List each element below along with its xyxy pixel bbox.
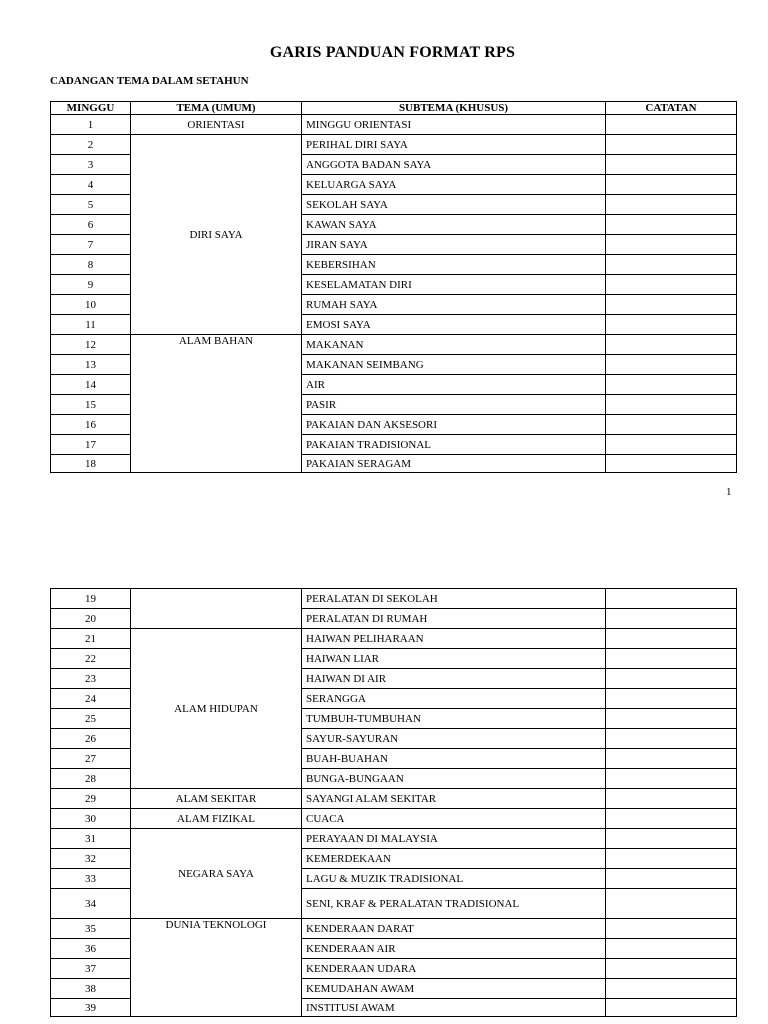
week-number-cell: 12 [51,335,131,355]
week-number-cell: 3 [51,155,131,175]
catatan-cell [606,849,737,869]
week-number-cell: 38 [51,979,131,999]
table-row [51,809,737,829]
document-subtitle: CADANGAN TEMA DALAM SETAHUN [50,75,249,87]
subtheme-cell: KENDERAAN AIR [302,939,606,959]
subtheme-cell: MINGGU ORIENTASI [302,115,606,135]
week-number-cell: 6 [51,215,131,235]
theme-cell [131,789,302,809]
week-number-cell: 33 [51,869,131,889]
catatan-cell [606,395,737,415]
week-number-cell: 20 [51,609,131,629]
subtheme-cell: PAKAIAN DAN AKSESORI [302,415,606,435]
catatan-cell [606,295,737,315]
catatan-cell [606,869,737,889]
subtheme-cell: JIRAN SAYA [302,235,606,255]
catatan-cell [606,609,737,629]
subtheme-cell: AIR [302,375,606,395]
table-row [51,135,737,155]
theme-label: ALAM BAHAN [178,335,254,347]
week-number-cell: 26 [51,729,131,749]
table-row [51,789,737,809]
catatan-cell [606,769,737,789]
subtheme-cell: BUAH-BUAHAN [302,749,606,769]
catatan-cell [606,355,737,375]
theme-cell [131,919,302,1017]
subtheme-cell: PAKAIAN SERAGAM [302,455,606,473]
subtheme-cell: SERANGGA [302,689,606,709]
subtheme-cell: PERALATAN DI RUMAH [302,609,606,629]
catatan-cell [606,415,737,435]
subtheme-cell: HAIWAN DI AIR [302,669,606,689]
catatan-cell [606,809,737,829]
week-number-cell: 19 [51,589,131,609]
week-number-cell: 18 [51,455,131,473]
theme-label: ALAM FIZIKAL [177,812,255,825]
catatan-cell [606,709,737,729]
week-number-cell: 4 [51,175,131,195]
document-title: GARIS PANDUAN FORMAT RPS [269,44,516,61]
subtheme-cell: SEKOLAH SAYA [302,195,606,215]
week-number-cell: 16 [51,415,131,435]
catatan-cell [606,829,737,849]
week-number-cell: 22 [51,649,131,669]
subtheme-cell: KESELAMATAN DIRI [302,275,606,295]
catatan-cell [606,135,737,155]
week-number-cell: 17 [51,435,131,455]
theme-cell [131,629,302,789]
table-row [51,589,737,609]
catatan-cell [606,455,737,473]
week-number-cell: 39 [51,999,131,1017]
week-number-cell: 28 [51,769,131,789]
subtheme-cell: MAKANAN [302,335,606,355]
page-number: 1 [726,486,732,498]
theme-table-page-1 [50,101,737,473]
week-number-cell: 24 [51,689,131,709]
catatan-cell [606,175,737,195]
subtheme-cell: KEMERDEKAAN [302,849,606,869]
week-number-cell: 36 [51,939,131,959]
week-number-cell: 1 [51,115,131,135]
table-row [51,629,737,649]
week-number-cell: 30 [51,809,131,829]
subtheme-cell: RUMAH SAYA [302,295,606,315]
week-number-cell: 8 [51,255,131,275]
week-number-cell: 13 [51,355,131,375]
subtheme-cell: MAKANAN SEIMBANG [302,355,606,375]
week-number-cell: 2 [51,135,131,155]
catatan-cell [606,115,737,135]
week-number-cell: 23 [51,669,131,689]
catatan-cell [606,195,737,215]
catatan-cell [606,155,737,175]
catatan-cell [606,215,737,235]
subtheme-cell: PERIHAL DIRI SAYA [302,135,606,155]
header-catatan: CATATAN [606,102,737,115]
catatan-cell [606,729,737,749]
subtheme-cell: SAYANGI ALAM SEKITAR [302,789,606,809]
table-row [51,829,737,849]
week-number-cell: 9 [51,275,131,295]
week-number-cell: 11 [51,315,131,335]
subtheme-cell: INSTITUSI AWAM [302,999,606,1017]
table-row [51,335,737,355]
theme-table-page-2 [50,588,737,1017]
subtheme-cell: PASIR [302,395,606,415]
catatan-cell [606,275,737,295]
theme-cell [131,335,302,473]
theme-cell [131,589,302,629]
subtheme-cell: PERALATAN DI SEKOLAH [302,589,606,609]
subtheme-cell: KENDERAAN DARAT [302,919,606,939]
week-number-cell: 35 [51,919,131,939]
subtheme-cell: KELUARGA SAYA [302,175,606,195]
subtheme-cell: SAYUR-SAYURAN [302,729,606,749]
theme-label: DIRI SAYA [189,228,243,241]
subtheme-cell: BUNGA-BUNGAAN [302,769,606,789]
subtheme-cell: KENDERAAN UDARA [302,959,606,979]
catatan-cell [606,959,737,979]
catatan-cell [606,789,737,809]
subtheme-cell: KEBERSIHAN [302,255,606,275]
catatan-cell [606,939,737,959]
subtheme-cell: EMOSI SAYA [302,315,606,335]
theme-cell [131,829,302,919]
week-number-cell: 25 [51,709,131,729]
subtheme-cell: HAIWAN LIAR [302,649,606,669]
catatan-cell [606,979,737,999]
catatan-cell [606,435,737,455]
theme-label: DUNIA TEKNOLOGI [165,919,267,931]
theme-cell [131,115,302,135]
week-number-cell: 21 [51,629,131,649]
week-number-cell: 7 [51,235,131,255]
week-number-cell: 32 [51,849,131,869]
week-number-cell: 27 [51,749,131,769]
subtheme-cell: PAKAIAN TRADISIONAL [302,435,606,455]
catatan-cell [606,629,737,649]
theme-label: ALAM SEKITAR [175,792,257,805]
catatan-cell [606,375,737,395]
subtheme-cell: KEMUDAHAN AWAM [302,979,606,999]
week-number-cell: 37 [51,959,131,979]
subtheme-cell: ANGGOTA BADAN SAYA [302,155,606,175]
catatan-cell [606,315,737,335]
week-number-cell: 29 [51,789,131,809]
week-number-cell: 14 [51,375,131,395]
catatan-cell [606,235,737,255]
theme-label: NEGARA SAYA [178,867,254,880]
subtheme-cell: SENI, KRAF & PERALATAN TRADISIONAL [302,889,606,919]
header-subtema: SUBTEMA (KHUSUS) [302,102,606,115]
header-tema: TEMA (UMUM) [131,102,302,115]
catatan-cell [606,649,737,669]
week-number-cell: 15 [51,395,131,415]
subtheme-cell: KAWAN SAYA [302,215,606,235]
catatan-cell [606,335,737,355]
table-row [51,115,737,135]
subtheme-cell: HAIWAN PELIHARAAN [302,629,606,649]
catatan-cell [606,999,737,1017]
subtheme-cell: CUACA [302,809,606,829]
week-number-cell: 34 [51,889,131,919]
catatan-cell [606,749,737,769]
table-row [51,919,737,939]
theme-cell [131,809,302,829]
catatan-cell [606,589,737,609]
theme-label: ORIENTASI [187,118,245,131]
header-minggu: MINGGU [51,102,131,115]
catatan-cell [606,889,737,919]
catatan-cell [606,669,737,689]
subtheme-cell: PERAYAAN DI MALAYSIA [302,829,606,849]
catatan-cell [606,255,737,275]
table-header-row [51,102,737,115]
theme-cell [131,135,302,335]
week-number-cell: 10 [51,295,131,315]
week-number-cell: 5 [51,195,131,215]
subtheme-cell: TUMBUH-TUMBUHAN [302,709,606,729]
catatan-cell [606,689,737,709]
week-number-cell: 31 [51,829,131,849]
subtheme-cell: LAGU & MUZIK TRADISIONAL [302,869,606,889]
catatan-cell [606,919,737,939]
theme-label: ALAM HIDUPAN [174,702,258,715]
